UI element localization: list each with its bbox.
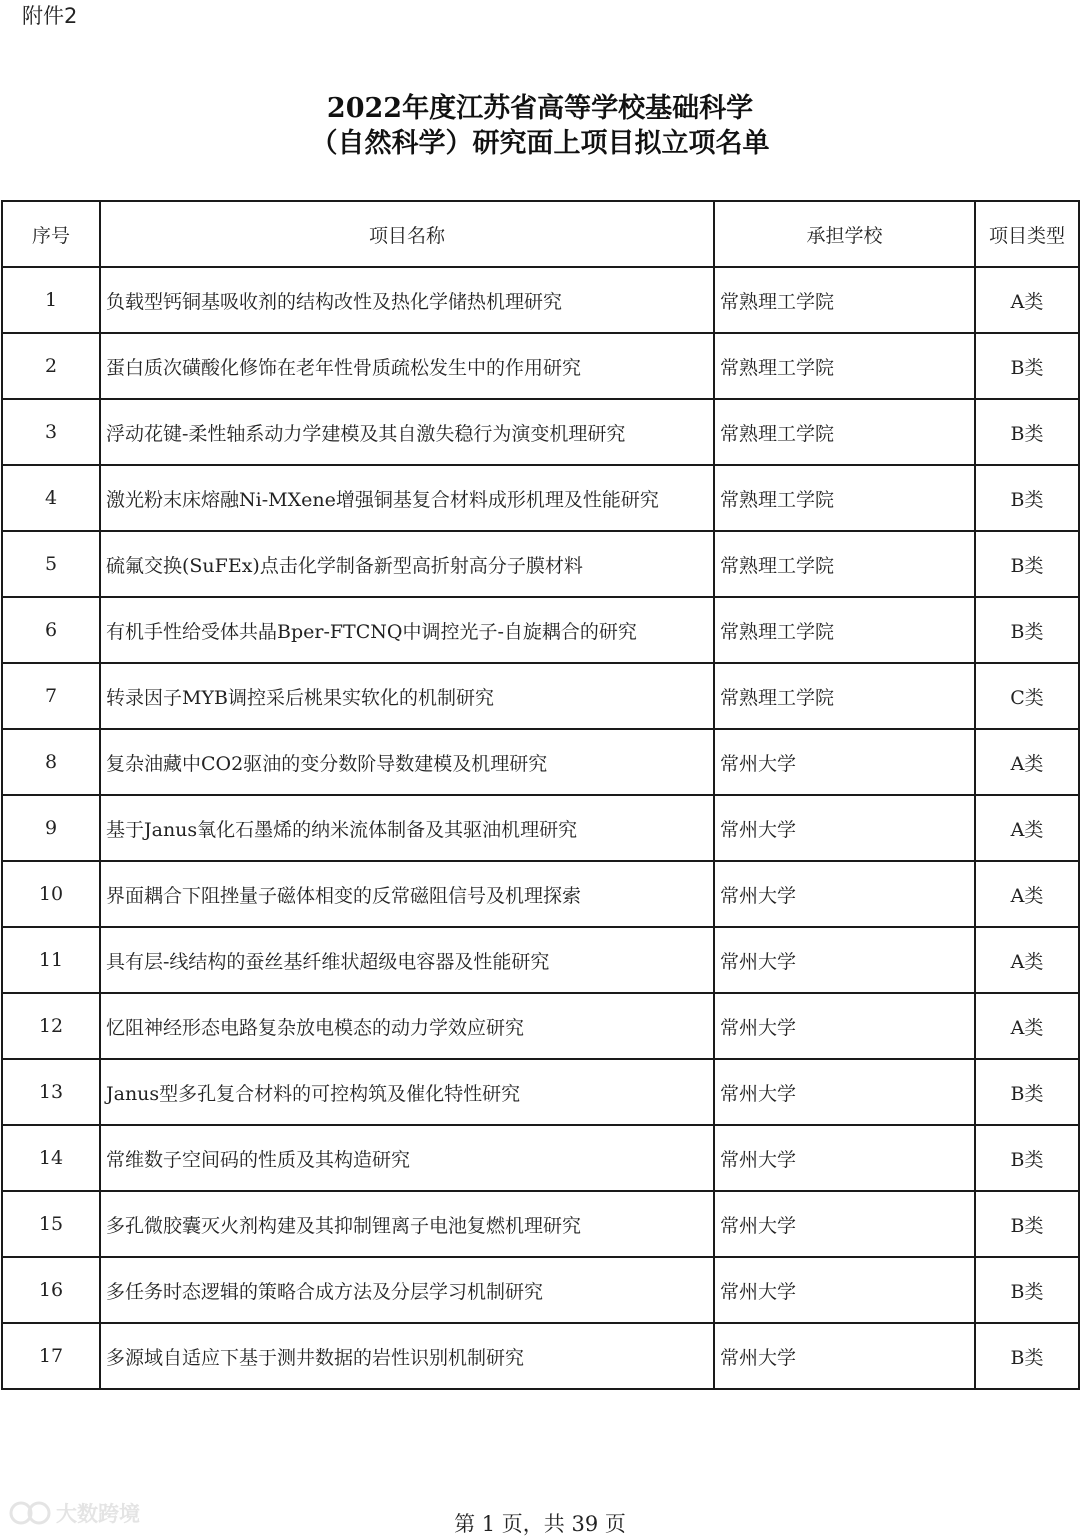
cell-project-type: A类 xyxy=(975,729,1079,795)
cell-project-name: 负载型钙铜基吸收剂的结构改性及热化学储热机理研究 xyxy=(100,267,714,333)
cell-project-name: 复杂油藏中CO2驱油的变分数阶导数建模及机理研究 xyxy=(100,729,714,795)
table-row xyxy=(2,333,1079,399)
cell-number: 6 xyxy=(2,597,100,663)
cell-school: 常州大学 xyxy=(714,1191,975,1257)
cell-project-type: A类 xyxy=(975,861,1079,927)
table-row xyxy=(2,795,1079,861)
cell-school: 常州大学 xyxy=(714,1323,975,1389)
cell-project-type: B类 xyxy=(975,399,1079,465)
table-row xyxy=(2,399,1079,465)
cell-number: 1 xyxy=(2,267,100,333)
table-row xyxy=(2,861,1079,927)
cell-school: 常熟理工学院 xyxy=(714,663,975,729)
table-row xyxy=(2,993,1079,1059)
cell-number: 3 xyxy=(2,399,100,465)
cell-project-name: 具有层-线结构的蚕丝基纤维状超级电容器及性能研究 xyxy=(100,927,714,993)
cell-school: 常州大学 xyxy=(714,861,975,927)
cell-project-name: Janus型多孔复合材料的可控构筑及催化特性研究 xyxy=(100,1059,714,1125)
cell-project-type: B类 xyxy=(975,333,1079,399)
cell-number: 9 xyxy=(2,795,100,861)
cell-project-name: 有机手性给受体共晶Bper-FTCNQ中调控光子-自旋耦合的研究 xyxy=(100,597,714,663)
table-row xyxy=(2,1125,1079,1191)
cell-project-type: B类 xyxy=(975,1257,1079,1323)
cell-number: 13 xyxy=(2,1059,100,1125)
table-row xyxy=(2,663,1079,729)
header-number: 序号 xyxy=(2,201,100,267)
cell-project-type: B类 xyxy=(975,597,1079,663)
cell-project-type: B类 xyxy=(975,531,1079,597)
cell-number: 2 xyxy=(2,333,100,399)
cell-project-type: A类 xyxy=(975,927,1079,993)
cell-project-name: 浮动花键-柔性轴系动力学建模及其自激失稳行为演变机理研究 xyxy=(100,399,714,465)
table-row xyxy=(2,729,1079,795)
cell-project-name: 多任务时态逻辑的策略合成方法及分层学习机制研究 xyxy=(100,1257,714,1323)
cell-project-type: B类 xyxy=(975,1323,1079,1389)
cell-school: 常州大学 xyxy=(714,993,975,1059)
cell-project-type: A类 xyxy=(975,993,1079,1059)
table-row xyxy=(2,1323,1079,1389)
cell-project-type: C类 xyxy=(975,663,1079,729)
cell-school: 常州大学 xyxy=(714,1125,975,1191)
cell-project-name: 多孔微胶囊灭火剂构建及其抑制锂离子电池复燃机理研究 xyxy=(100,1191,714,1257)
cell-project-name: 界面耦合下阻挫量子磁体相变的反常磁阻信号及机理探索 xyxy=(100,861,714,927)
cell-project-name: 常维数子空间码的性质及其构造研究 xyxy=(100,1125,714,1191)
cell-school: 常州大学 xyxy=(714,1059,975,1125)
cell-school: 常州大学 xyxy=(714,1257,975,1323)
cell-number: 5 xyxy=(2,531,100,597)
cell-project-name: 多源域自适应下基于测井数据的岩性识别机制研究 xyxy=(100,1323,714,1389)
watermark-text: 大数跨境 xyxy=(56,1502,140,1526)
page-footer: 第 1 页，共 39 页 xyxy=(454,1512,626,1536)
cell-project-name: 转录因子MYB调控采后桃果实软化的机制研究 xyxy=(100,663,714,729)
cell-number: 12 xyxy=(2,993,100,1059)
table-row xyxy=(2,465,1079,531)
table-row xyxy=(2,927,1079,993)
cell-school: 常熟理工学院 xyxy=(714,465,975,531)
cell-school: 常熟理工学院 xyxy=(714,597,975,663)
header-project-type: 项目类型 xyxy=(975,201,1079,267)
cell-number: 16 xyxy=(2,1257,100,1323)
cell-project-type: B类 xyxy=(975,1059,1079,1125)
cell-project-type: B类 xyxy=(975,1125,1079,1191)
cell-project-type: B类 xyxy=(975,1191,1079,1257)
cell-number: 14 xyxy=(2,1125,100,1191)
table-row xyxy=(2,1257,1079,1323)
table-row xyxy=(2,597,1079,663)
cell-project-name: 激光粉末床熔融Ni-MXene增强铜基复合材料成形机理及性能研究 xyxy=(100,465,714,531)
cell-school: 常熟理工学院 xyxy=(714,267,975,333)
cell-number: 7 xyxy=(2,663,100,729)
cell-number: 17 xyxy=(2,1323,100,1389)
cell-school: 常熟理工学院 xyxy=(714,531,975,597)
document-title-line-2: （自然科学）研究面上项目拟立项名单 xyxy=(310,128,770,159)
project-list-table xyxy=(1,200,1080,1390)
cell-school: 常州大学 xyxy=(714,795,975,861)
table-row xyxy=(2,267,1079,333)
cell-number: 11 xyxy=(2,927,100,993)
table-row xyxy=(2,1059,1079,1125)
table-row xyxy=(2,531,1079,597)
cell-number: 4 xyxy=(2,465,100,531)
cell-project-name: 忆阻神经形态电路复杂放电模态的动力学效应研究 xyxy=(100,993,714,1059)
cell-school: 常州大学 xyxy=(714,729,975,795)
cell-number: 8 xyxy=(2,729,100,795)
attachment-label: 附件2 xyxy=(22,4,78,28)
cell-project-type: A类 xyxy=(975,267,1079,333)
cell-number: 10 xyxy=(2,861,100,927)
document-title-line-1: 2022年度江苏省高等学校基础科学 xyxy=(326,93,754,124)
cell-project-name: 硫氟交换(SuFEx)点击化学制备新型高折射高分子膜材料 xyxy=(100,531,714,597)
header-project-name: 项目名称 xyxy=(100,201,714,267)
cell-project-type: A类 xyxy=(975,795,1079,861)
cell-project-name: 蛋白质次磺酸化修饰在老年性骨质疏松发生中的作用研究 xyxy=(100,333,714,399)
cell-number: 15 xyxy=(2,1191,100,1257)
cell-project-type: B类 xyxy=(975,465,1079,531)
header-school: 承担学校 xyxy=(714,201,975,267)
table-row xyxy=(2,1191,1079,1257)
table-header-row xyxy=(2,201,1079,267)
cell-school: 常州大学 xyxy=(714,927,975,993)
cell-project-name: 基于Janus氧化石墨烯的纳米流体制备及其驱油机理研究 xyxy=(100,795,714,861)
cell-school: 常熟理工学院 xyxy=(714,399,975,465)
cell-school: 常熟理工学院 xyxy=(714,333,975,399)
